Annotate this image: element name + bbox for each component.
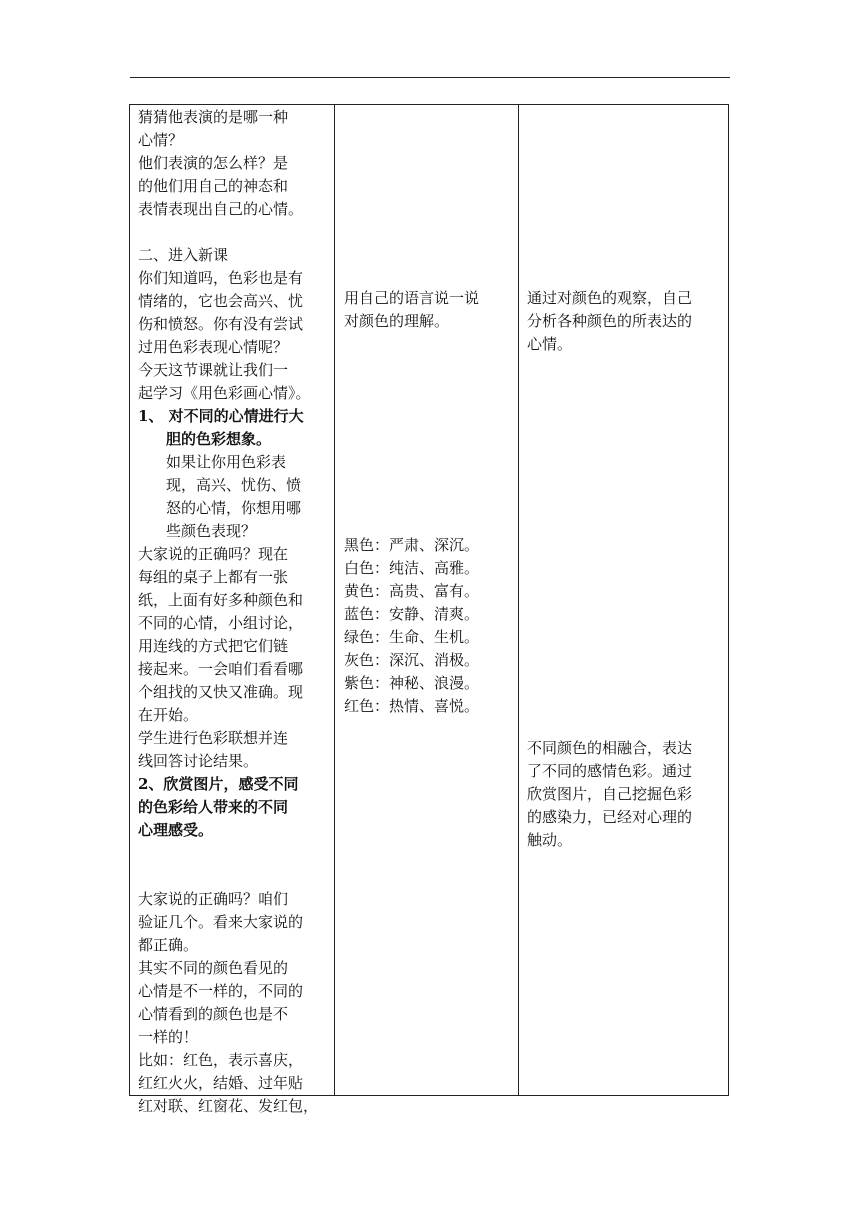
color-meaning-item: 白色：纯洁、高雅。 bbox=[344, 559, 480, 577]
blank-line bbox=[138, 842, 334, 865]
color-meaning-item: 紫色：神秘、浪漫。 bbox=[344, 674, 480, 692]
text-line: 过用色彩表现心情呢？ bbox=[138, 338, 289, 356]
text-line: 分析各种颜色的所表达的 bbox=[527, 312, 693, 330]
color-meaning-item: 黄色：高贵、富有。 bbox=[344, 582, 480, 600]
text-line: 欣赏图片，自己挖掘色彩 bbox=[527, 785, 693, 803]
text-line: 一样的！ bbox=[138, 1028, 199, 1046]
text-line: 不同的心情，小组讨论， bbox=[138, 614, 304, 632]
text-line: 心情。 bbox=[527, 335, 573, 353]
color-meaning-item: 蓝色：安静、清爽。 bbox=[344, 605, 480, 623]
text-line: 表情表现出自己的心情。 bbox=[138, 200, 304, 218]
item1-body-line: 如果让你用色彩表 bbox=[166, 453, 287, 471]
text-line: 比如：红色，表示喜庆， bbox=[138, 1051, 304, 1069]
text-line: 伤和愤怒。你有没有尝试 bbox=[138, 315, 304, 333]
header-rule bbox=[130, 77, 730, 78]
item2-title-line: 心理感受。 bbox=[138, 821, 214, 839]
column-divider-2 bbox=[518, 105, 519, 1095]
text-line: 了不同的感情色彩。通过 bbox=[527, 762, 693, 780]
text-line: 你们知道吗，色彩也是有 bbox=[138, 269, 304, 287]
item1-title-line: 1、 对不同的心情进行大 bbox=[138, 407, 304, 425]
text-line: 红对联、红窗花、发红包， bbox=[138, 1097, 319, 1115]
text-line: 大家说的正确吗？咱们 bbox=[138, 890, 289, 908]
section-heading: 二、进入新课 bbox=[138, 246, 229, 264]
item2-title-line: 2、欣赏图片，感受不同 bbox=[138, 775, 299, 793]
text-line: 其实不同的颜色看见的 bbox=[138, 959, 289, 977]
color-meaning-item: 红色：热情、喜悦。 bbox=[344, 697, 480, 715]
text-line: 每组的桌子上都有一张 bbox=[138, 568, 289, 586]
color-meaning-item: 绿色：生命、生机。 bbox=[344, 628, 480, 646]
teacher-activity-column bbox=[138, 106, 334, 1118]
text-line: 不同颜色的相融合，表达 bbox=[527, 739, 693, 757]
text-line: 触动。 bbox=[527, 831, 573, 849]
text-line: 线回答讨论结果。 bbox=[138, 752, 259, 770]
text-line: 对颜色的理解。 bbox=[344, 312, 450, 330]
color-meaning-item: 灰色：深沉、消极。 bbox=[344, 651, 480, 669]
text-line: 纸，上面有好多种颜色和 bbox=[138, 591, 304, 609]
text-line: 验证几个。看来大家说的 bbox=[138, 913, 304, 931]
text-line: 用自己的语言说一说 bbox=[344, 289, 480, 307]
column-divider-1 bbox=[334, 105, 335, 1095]
text-line: 心情看到的颜色也是不 bbox=[138, 1005, 289, 1023]
text-line: 猜猜他表演的是哪一种 bbox=[138, 108, 289, 126]
text-line: 红红火火，结婚、过年贴 bbox=[138, 1074, 304, 1092]
text-line: 用连线的方式把它们链 bbox=[138, 637, 289, 655]
text-line: 起学习《用色彩画心情》。 bbox=[138, 384, 311, 402]
text-line: 的他们用自己的神态和 bbox=[138, 177, 289, 195]
item1-body-line: 些颜色表现？ bbox=[166, 522, 257, 540]
text-line: 通过对颜色的观察，自己 bbox=[527, 289, 693, 307]
lesson-table bbox=[129, 104, 729, 1115]
text-line: 的感染力，已经对心理的 bbox=[527, 808, 693, 826]
text-line: 都正确。 bbox=[138, 936, 199, 954]
text-line: 心情？ bbox=[138, 131, 184, 149]
item2-title-line: 的色彩给人带来的不同 bbox=[138, 798, 289, 816]
student-activity-block bbox=[344, 287, 518, 333]
blank-line bbox=[138, 865, 334, 888]
blank-line bbox=[138, 221, 334, 244]
color-meaning-item: 黑色：严肃、深沉。 bbox=[344, 536, 480, 554]
item1-title-line: 胆的色彩想象。 bbox=[166, 430, 272, 448]
text-line: 今天这节课就让我们一 bbox=[138, 361, 289, 379]
design-intent-block-2 bbox=[527, 737, 723, 852]
item1-body-line: 怒的心情，你想用哪 bbox=[166, 499, 302, 517]
color-meaning-list bbox=[344, 534, 518, 718]
text-line: 在开始。 bbox=[138, 706, 199, 724]
text-line: 个组找的又快又准确。现 bbox=[138, 683, 304, 701]
text-line: 大家说的正确吗？现在 bbox=[138, 545, 289, 563]
design-intent-block-1 bbox=[527, 287, 723, 356]
text-line: 他们表演的怎么样？是 bbox=[138, 154, 289, 172]
text-line: 心情是不一样的，不同的 bbox=[138, 982, 304, 1000]
text-line: 学生进行色彩联想并连 bbox=[138, 729, 289, 747]
item1-body-line: 现，高兴、忧伤、愤 bbox=[166, 476, 302, 494]
text-line: 接起来。一会咱们看看哪 bbox=[138, 660, 304, 678]
text-line: 情绪的，它也会高兴、忧 bbox=[138, 292, 304, 310]
